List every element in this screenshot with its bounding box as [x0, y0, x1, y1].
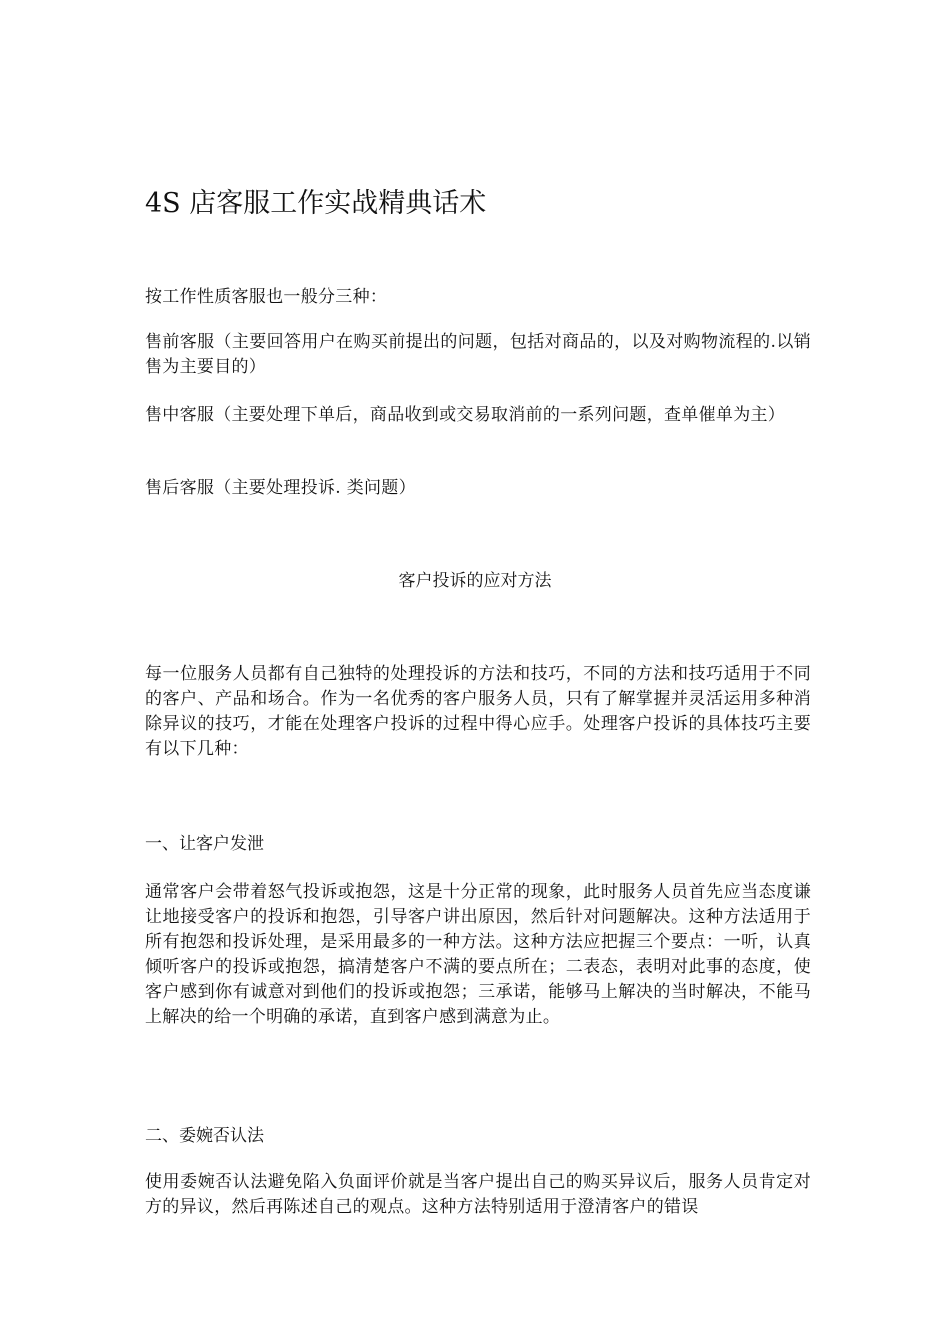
section-intro-paragraph: 每一位服务人员都有自己独特的处理投诉的方法和技巧，不同的方法和技巧适用于不同的客户、产品和场合。作为一名优秀的客户服务人员，只有了解掌握并灵活运用多种消除异议的技巧，才能在处理客户投诉的过程中得心应手。处理客户投诉的具体技巧主要有以下几种： — [145, 664, 811, 759]
service-type-aftersale: 售后客服（主要处理投诉. 类问题） — [145, 478, 416, 498]
method-heading-2: 二、委婉否认法 — [145, 1126, 264, 1146]
method-body-1: 通常客户会带着怒气投诉或抱怨，这是十分正常的现象，此时服务人员首先应当态度谦让地接受客户的投诉和抱怨，引导客户讲出原因，然后针对问题解决。这种方法适用于所有抱怨和投诉处理，是采用最多的一种方法。这种方法应把握三个要点：一听，认真倾听客户的投诉或抱怨，搞清楚客户不满的要点所在；二表态，表明对此事的态度，使客户感到你有诚意对到他们的投诉或抱怨；三承诺，能够马上解决的当时解决，不能马上解决的给一个明确的承诺，直到客户感到满意为止。 — [145, 882, 811, 1027]
method-body-2: 使用委婉否认法避免陷入负面评价就是当客户提出自己的购买异议后，服务人员肯定对方的异议，然后再陈述自己的观点。这种方法特别适用于澄清客户的错误 — [145, 1172, 811, 1217]
section-title: 客户投诉的应对方法 — [398, 571, 552, 591]
service-type-insale: 售中客服（主要处理下单后，商品收到或交易取消前的一系列问题，查单催单为主） — [145, 405, 786, 425]
method-heading-1: 一、让客户发泄 — [145, 834, 264, 854]
document-title: 4S 店客服工作实战精典话术 — [145, 188, 487, 219]
intro-paragraph: 按工作性质客服也一般分三种： — [145, 287, 388, 307]
service-type-presale: 售前客服（主要回答用户在购买前提出的问题，包括对商品的，以及对购物流程的.以销售为主要目的） — [145, 332, 811, 377]
